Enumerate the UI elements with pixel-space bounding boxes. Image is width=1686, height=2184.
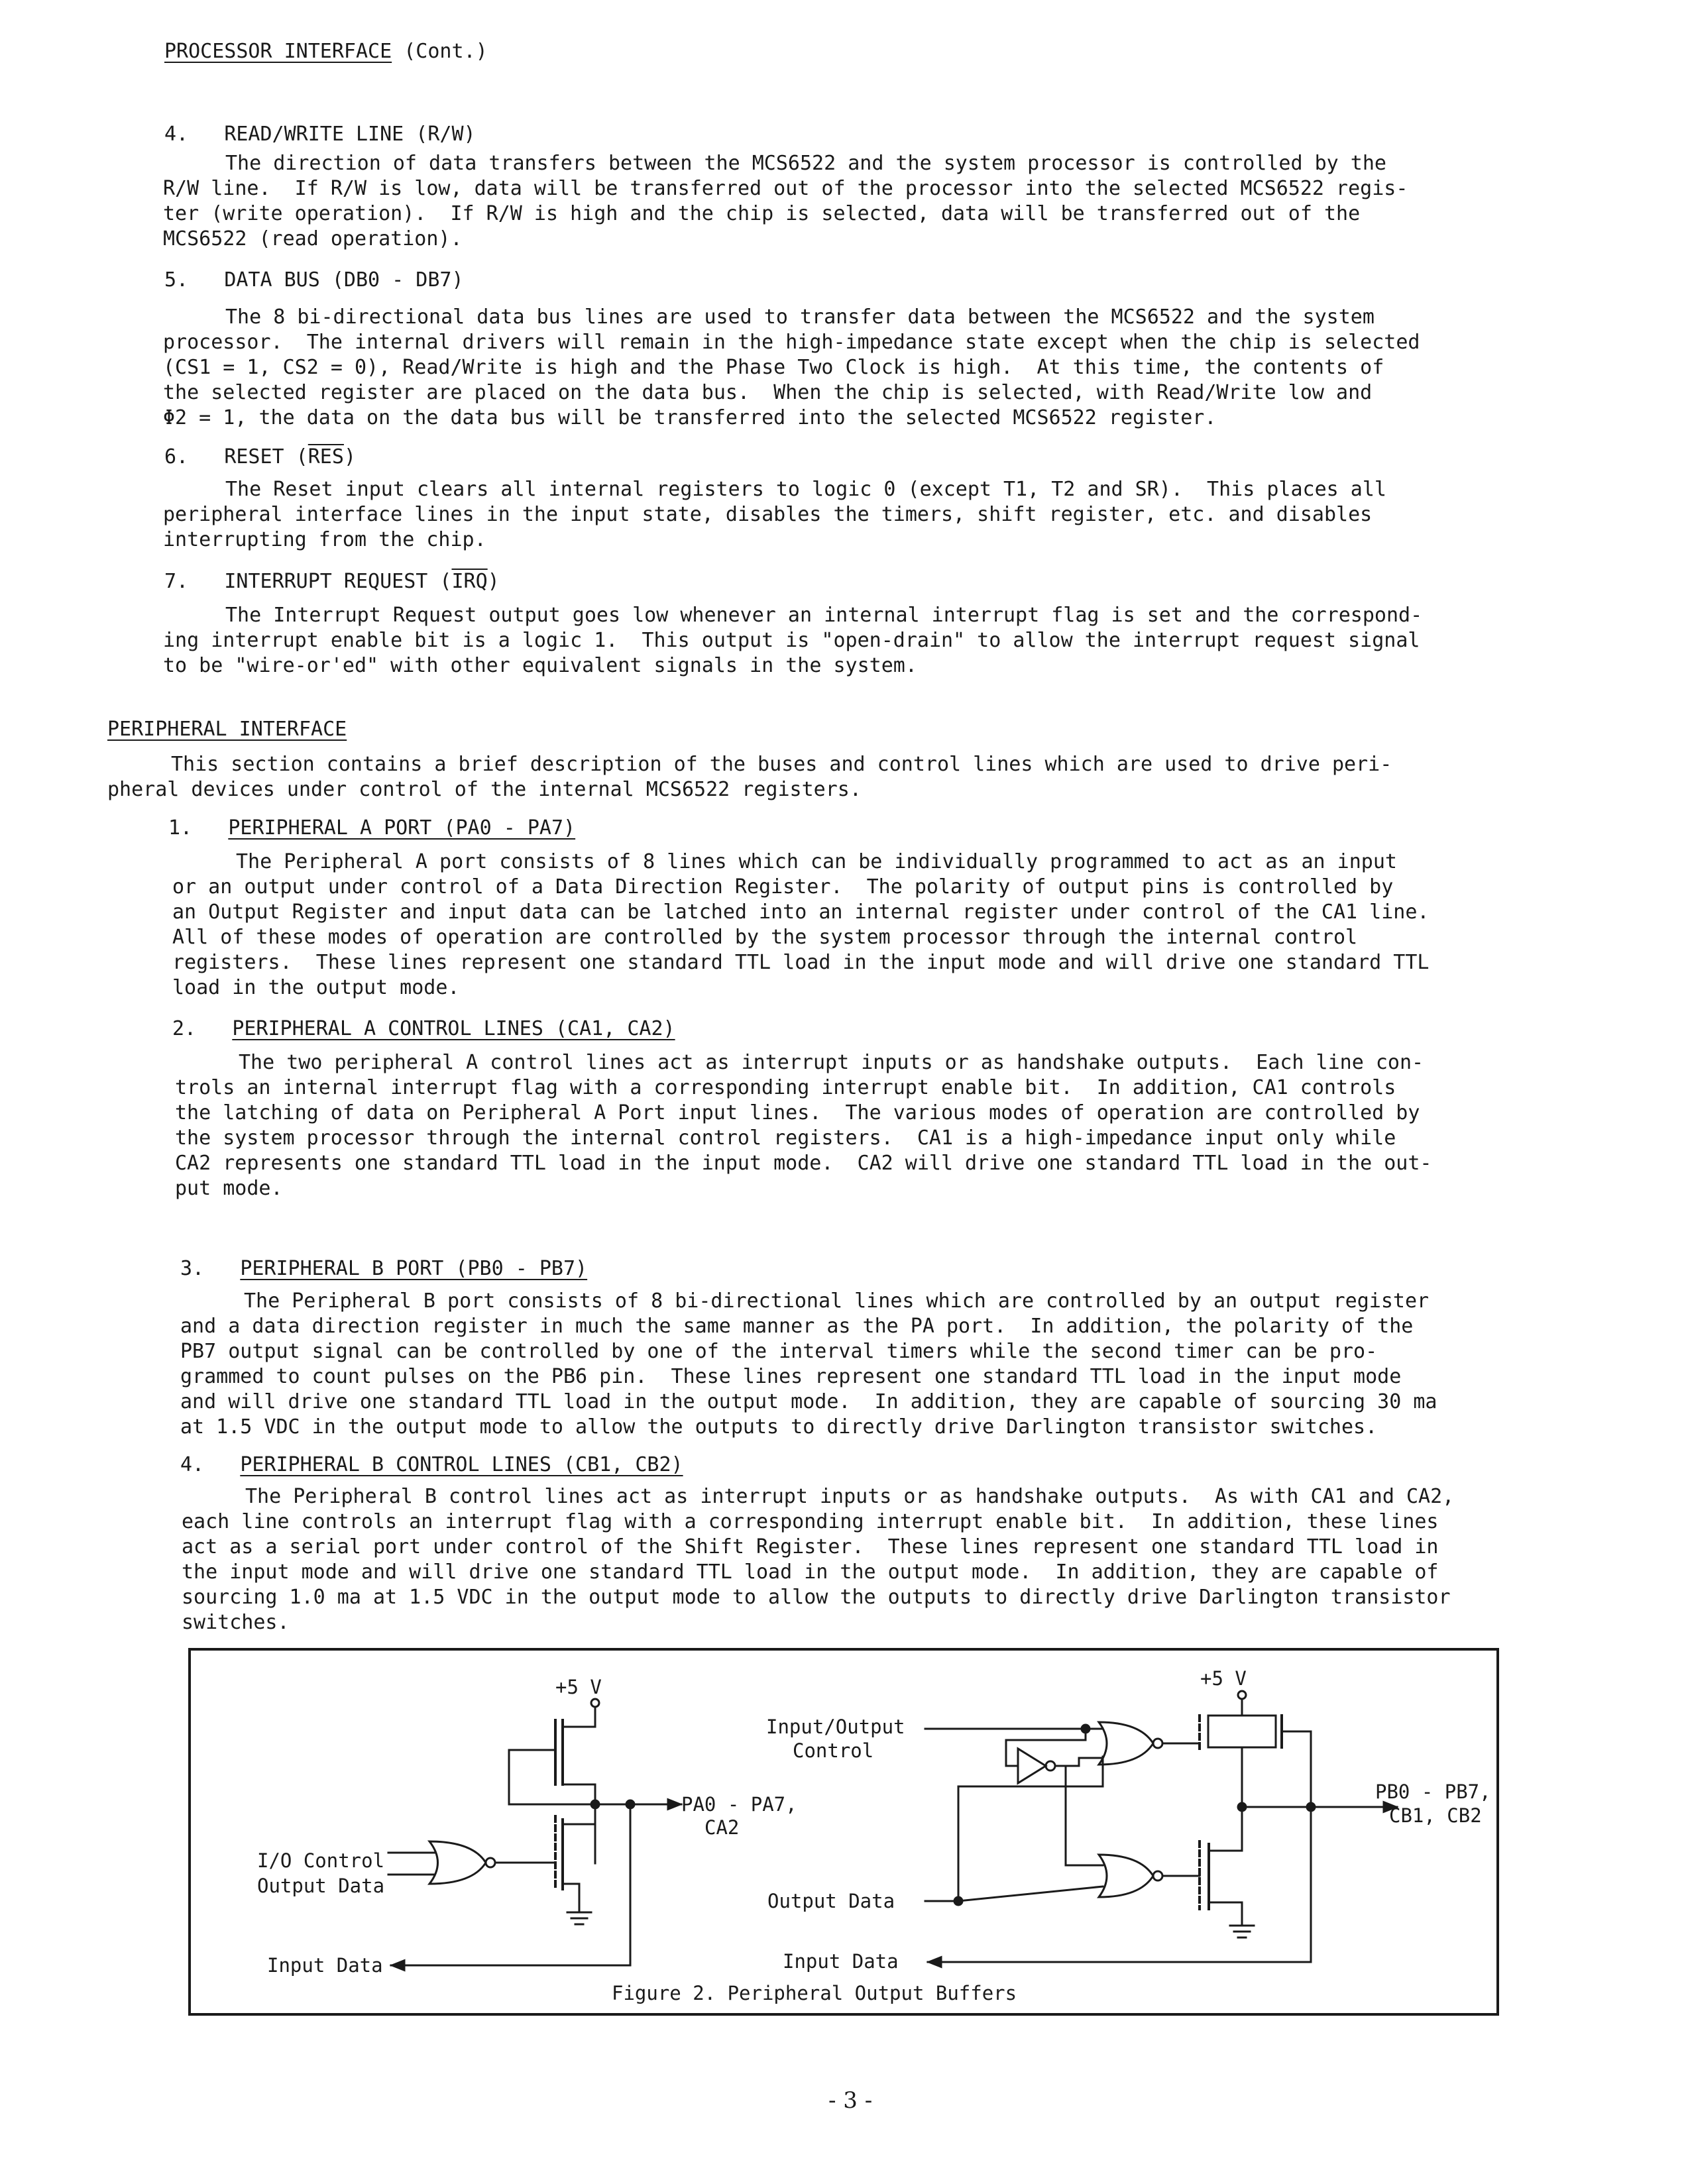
right-output-label-1: PB0 - PB7, <box>1375 1780 1491 1803</box>
item-5-title: DATA BUS (DB0 - DB7) <box>224 268 464 292</box>
right-circuit <box>925 1691 1397 1962</box>
right-vcc-terminal <box>1238 1691 1246 1699</box>
item-6-heading: 6. RESET $(\overline{RES})$ <box>164 445 356 468</box>
periph-item-2-title: PERIPHERAL A CONTROL LINES (CA1, CA2) <box>232 1017 675 1040</box>
periph-item-4-title: PERIPHERAL B CONTROL LINES (CB1, CB2) <box>240 1453 683 1476</box>
header-cont: (Cont.) <box>404 40 488 63</box>
right-io-control-label-2: Control <box>793 1739 874 1762</box>
right-vcc-label: +5 V <box>1200 1667 1247 1690</box>
item-6-body: The Reset input clears all internal registers to logic 0 (except T1, T2 and SR). This places all peripheral interface lines in the input state, disables the timers, shift register, etc. and disables interrupting from the chip. <box>163 478 1386 551</box>
peripheral-intro: This section contains a brief description of the buses and control lines which are used to drive peri- pheral devices under control of the internal MCS6522 registers. <box>107 753 1392 801</box>
header-section: PROCESSOR INTERFACE <box>164 40 392 63</box>
periph-item-3-body: The Peripheral B port consists of 8 bi-directional lines which are controlled by an output register and a data direction register in much the same manner as the PA port. In addition, the polarity of the PB7 output signal can be controlled by one of the interval timers while the second timer can be pro- grammed to count pulses on the PB6 pin. These lines represent one standard TTL load in the input mode and will drive one standard TTL load in the output mode. In addition, they are capable of sourcing 30 ma at 1.5 VDC in the output mode to allow the outputs to directly drive Darlington transistor switches. <box>180 1289 1437 1439</box>
periph-item-1-heading: 1. PERIPHERAL A PORT (PA0 - PA7) <box>168 816 576 840</box>
right-output-data-label: Output Data <box>767 1890 895 1912</box>
periph-item-3-heading: 3. PERIPHERAL B PORT (PB0 - PB7) <box>180 1257 588 1280</box>
periph-item-1-title: PERIPHERAL A PORT (PA0 - PA7) <box>228 816 576 840</box>
periph-item-4-heading: 4. PERIPHERAL B CONTROL LINES (CB1, CB2) <box>180 1453 683 1476</box>
item-7-body: The Interrupt Request output goes low whenever an internal interrupt flag is set and the correspond- ing interrupt enable bit is a logic 1. This output is "open-drain" to allow the interrupt request signal to be "wire-or'ed" with other equivalent signals in the system. <box>163 604 1423 677</box>
figure-2 <box>188 1648 1499 2016</box>
left-output-label-1: PA0 - PA7, <box>681 1793 797 1816</box>
page-number: - 3 - <box>828 2087 873 2114</box>
left-output-label-2: CA2 <box>704 1816 740 1839</box>
figure-caption: Figure 2. Peripheral Output Buffers <box>612 1982 1017 2004</box>
left-vcc-label: +5 V <box>555 1676 602 1698</box>
periph-item-1-body: The Peripheral A port consists of 8 lines which can be individually programmed to act as an input or an output under control of a Data Direction Register. The polarity of output pins is controlled by an Output Register and input data can be latched into an internal register under control of the CA1 line. All of these modes of operation are controlled by the system processor through the internal control registers. These lines represent one standard TTL load in the input mode and will drive one standard TTL load in the output mode. <box>172 850 1430 999</box>
periph-item-4-body: The Peripheral B control lines act as interrupt inputs or as handshake outputs. As with CA1 and CA2, each line controls an interrupt flag with a corresponding interrupt enable bit. In addition, these lines act as a serial port under control of the Shift Register. These lines represent one standard TTL load in the input mode and will drive one standard TTL load in the output mode. In addition, they are capable of sourcing 1.0 ma at 1.5 VDC in the output mode to allow the outputs to directly drive Darlington transistor switches. <box>182 1485 1455 1634</box>
item-4-body: The direction of data transfers between the MCS6522 and the system processor is controlled by the R/W line. If R/W is low, data will be transferred out of the processor into the selected MCS6522 regis- ter (write operation). If R/W is high and the chip is selected, data will be transferred out of the MCS6522 (read operation). <box>163 152 1408 250</box>
item-7-title: INTERRUPT REQUEST $(\overline{IRQ})$ <box>224 570 500 593</box>
left-vcc-terminal <box>591 1699 599 1707</box>
item-6-title: RESET $(\overline{RES})$ <box>224 445 356 468</box>
item-4-title: READ/WRITE LINE (R/W) <box>224 123 476 146</box>
right-input-data-label: Input Data <box>783 1950 899 1973</box>
page-header <box>164 40 488 64</box>
periph-item-2-body: The two peripheral A control lines act as interrupt inputs or as handshake outputs. Each line con- trols an internal interrupt flag with a corresponding interrupt enable bit. In addition, CA1 controls the latching of data on Peripheral A Port input lines. The various modes of operation are controlled by the system processor through the internal control registers. CA1 is a high-impedance input only while CA2 represents one standard TTL load in the input mode. CA2 will drive one standard TTL load in the out- put mode. <box>175 1051 1432 1200</box>
peripheral-heading: PERIPHERAL INTERFACE <box>107 718 347 741</box>
item-5-heading: 5. DATA BUS (DB0 - DB7) <box>164 268 464 292</box>
left-input-data-label: Input Data <box>267 1954 383 1977</box>
periph-item-2-heading: 2. PERIPHERAL A CONTROL LINES (CA1, CA2) <box>172 1017 675 1040</box>
item-7-heading: 7. INTERRUPT REQUEST $(\overline{IRQ})$ <box>164 570 500 593</box>
right-io-control-label-1: Input/Output <box>766 1716 905 1738</box>
periph-item-3-title: PERIPHERAL B PORT (PB0 - PB7) <box>240 1257 588 1280</box>
left-output-data-label: Output Data <box>257 1875 385 1897</box>
right-output-label-2: CB1, CB2 <box>1389 1804 1482 1827</box>
left-circuit <box>388 1699 681 1965</box>
item-4-heading: 4. READ/WRITE LINE (R/W) <box>164 123 476 146</box>
left-io-control-label: I/O Control <box>257 1849 385 1872</box>
item-5-body: The 8 bi-directional data bus lines are used to transfer data between the MCS6522 and the system processor. The internal drivers will remain in the high-impedance state except when the chip is selected (CS1 = 1, CS2 = 0), Read/Write is high and the Phase Two Clock is high. At this time, the contents of the selected register are placed on the data bus. When the chip is selected, with Read/Write low and Φ2 = 1, the data on the data bus will be transferred into the selected MCS6522 register. <box>163 305 1420 429</box>
